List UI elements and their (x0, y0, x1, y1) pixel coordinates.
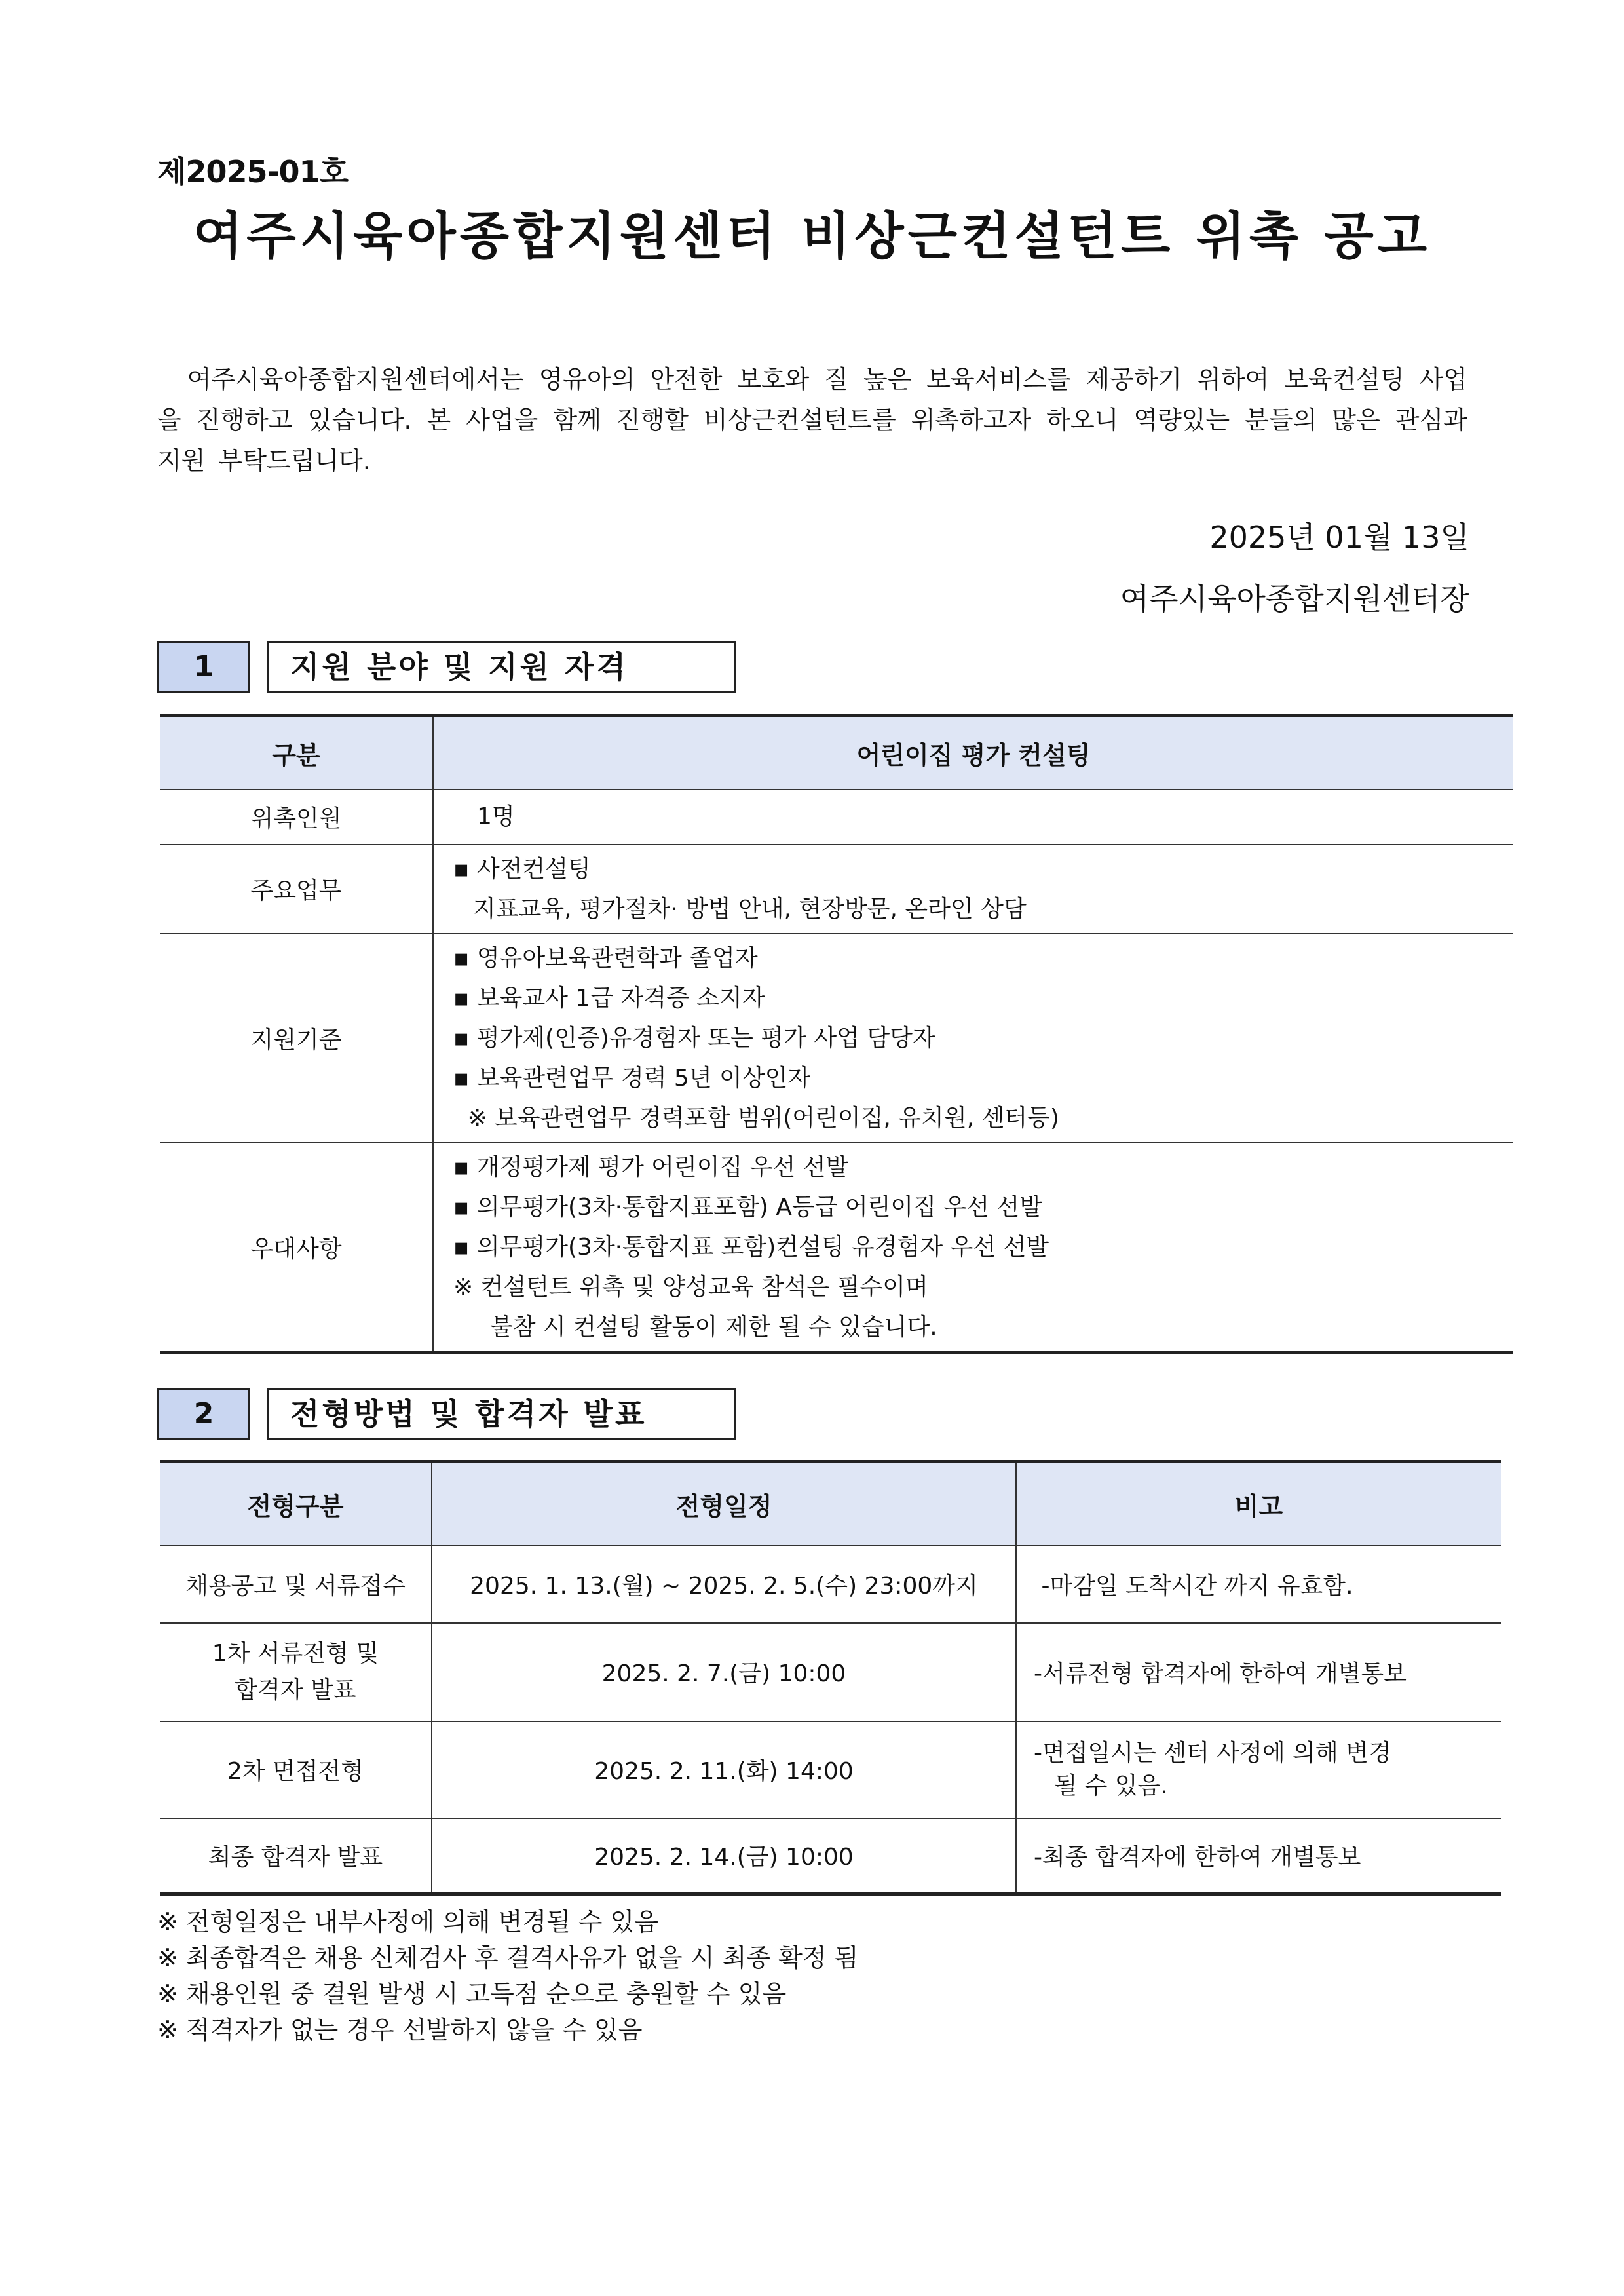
issuer-name: 여주시육아종합지원센터장 (1120, 581, 1469, 617)
row-line: ※ 컨설턴트 위촉 및 양성교육 참석은 필수이며 (453, 1273, 928, 1301)
row-line: ※ 보육관련업무 경력포함 범위(어린이집, 유치원, 센터등) (460, 1104, 1059, 1132)
note-item: ※ 최종합격은 채용 신체검사 후 결격사유가 없을 시 최종 확정 됨 (157, 1943, 859, 1972)
table-header-stage: 전형구분 (160, 1462, 432, 1546)
row-label: 우대사항 (160, 1143, 433, 1353)
row-label: 주요업무 (160, 845, 433, 934)
stage-line: 1차 서류전형 및 (212, 1639, 379, 1667)
note-cell (1016, 1721, 1501, 1818)
row-line: ▪ 평가제(인증)유경험자 또는 평가 사업 담당자 (453, 1024, 935, 1052)
row-content (433, 790, 1513, 845)
note-cell (1016, 1546, 1501, 1623)
intro-paragraph (157, 359, 1467, 481)
table-header-category: 구분 (160, 716, 433, 790)
stage-cell (160, 1546, 432, 1623)
note-line: -면접일시는 센터 사정에 의해 변경 (1034, 1739, 1391, 1767)
row-line: 불참 시 컨설팅 활동이 제한 될 수 있습니다. (490, 1313, 937, 1341)
schedule-table (160, 1460, 1501, 1896)
row-line: ▪ 개정평가제 평가 어린이집 우선 선발 (453, 1153, 849, 1181)
stage-line: 합격자 발표 (235, 1676, 356, 1704)
note-line: 될 수 있음. (1047, 1772, 1168, 1799)
row-line: ▪ 보육관련업무 경력 5년 이상인자 (453, 1064, 811, 1092)
stage-line: 채용공고 및 서류접수 (185, 1573, 406, 1599)
note-cell (1016, 1818, 1501, 1894)
row-line: ▪ 의무평가(3차·통합지표포함) A등급 어린이집 우선 선발 (453, 1193, 1042, 1221)
section-1-number: 1 (157, 641, 250, 693)
document-number: 제2025-01호 (157, 154, 349, 189)
notes-list (157, 1904, 858, 2048)
table-header-schedule: 전형일정 (432, 1462, 1016, 1546)
table-row (160, 1623, 1501, 1721)
row-label: 지원기준 (160, 934, 433, 1143)
table-row (160, 1546, 1501, 1623)
stage-line: 최종 합격자 발표 (208, 1844, 383, 1871)
schedule-cell: 2025. 2. 7.(금) 10:00 (432, 1623, 1016, 1721)
schedule-cell: 2025. 2. 11.(화) 14:00 (432, 1721, 1016, 1818)
intro-text: 여주시육아종합지원센터에서는 영유아의 안전한 보호와 질 높은 보육서비스를 제공하기 위하여 보육컨설팅 사업을 진행하고 있습니다. 본 사업을 함께 진행할 비상근컨설턴트를 위촉하고자 하오니 역량있는 분들의 많은 관심과 지원 부탁드립니다. (157, 365, 1467, 475)
row-content (433, 845, 1513, 934)
note-line: -마감일 도착시간 까지 유효함. (1034, 1573, 1353, 1599)
schedule-cell: 2025. 2. 14.(금) 10:00 (432, 1818, 1016, 1894)
note-line: -서류전형 합격자에 한하여 개별통보 (1034, 1660, 1407, 1687)
qualification-table (160, 714, 1513, 1354)
row-line: ▪ 사전컨설팅 (453, 855, 591, 883)
section-2-number: 2 (157, 1388, 250, 1440)
table-header-field: 어린이집 평가 컨설팅 (433, 716, 1513, 790)
row-line: ▪ 영유아보육관련학과 졸업자 (453, 944, 758, 972)
schedule-cell: 2025. 1. 13.(월) ~ 2025. 2. 5.(수) 23:00까지 (432, 1546, 1016, 1623)
table-row (160, 934, 1513, 1143)
table-row (160, 1721, 1501, 1818)
table-row (160, 1818, 1501, 1894)
row-line: 1명 (477, 803, 515, 830)
announcement-date: 2025년 01월 13일 (1209, 520, 1469, 555)
note-item: ※ 전형일정은 내부사정에 의해 변경될 수 있음 (157, 1907, 659, 1936)
row-line: ▪ 의무평가(3차·통합지표 포함)컨설팅 유경험자 우선 선발 (453, 1233, 1049, 1261)
stage-cell (160, 1623, 432, 1721)
note-item: ※ 적격자가 없는 경우 선발하지 않을 수 있음 (157, 2016, 643, 2044)
table-header-note: 비고 (1016, 1462, 1501, 1546)
stage-cell (160, 1721, 432, 1818)
stage-cell (160, 1818, 432, 1894)
table-row (160, 1143, 1513, 1353)
note-line: -최종 합격자에 한하여 개별통보 (1034, 1844, 1361, 1871)
stage-line: 2차 면접전형 (227, 1758, 364, 1785)
table-row (160, 845, 1513, 934)
section-2-title: 전형방법 및 합격자 발표 (267, 1388, 736, 1440)
row-line: ▪ 보육교사 1급 자격증 소지자 (453, 984, 765, 1012)
note-cell (1016, 1623, 1501, 1721)
row-content (433, 934, 1513, 1143)
row-content (433, 1143, 1513, 1353)
page-title: 여주시육아종합지원센터 비상근컨설턴트 위촉 공고 (193, 207, 1431, 266)
section-1-title: 지원 분야 및 지원 자격 (267, 641, 736, 693)
table-row (160, 790, 1513, 845)
row-line: 지표교육, 평가절차· 방법 안내, 현장방문, 온라인 상담 (473, 895, 1027, 923)
note-item: ※ 채용인원 중 결원 발생 시 고득점 순으로 충원할 수 있음 (157, 1980, 787, 2008)
row-label: 위촉인원 (160, 790, 433, 845)
